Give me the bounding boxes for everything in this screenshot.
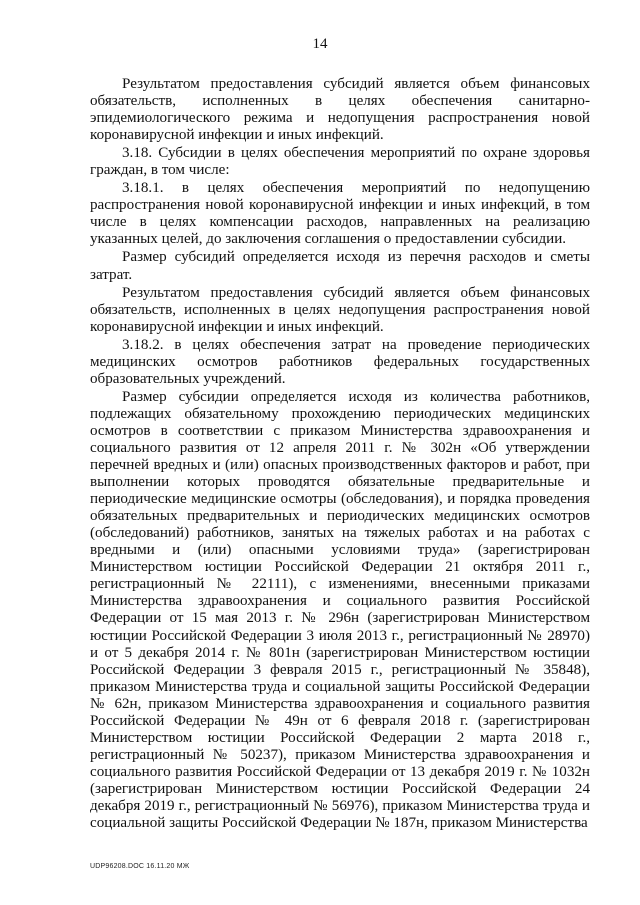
paragraph-3-18: 3.18. Субсидии в целях обеспечения мероприятий по охране здоровья граждан, в том числе: <box>90 145 590 179</box>
paragraph-subsidy-size-workers: Размер субсидии определяется исходя из количества работников, подлежащих обязательному прохождению периодических медицинских осмотров в соответствии с приказом Министерства здравоохранения и социального развития от 12 апреля 2011 г. № 302н «Об утверждении перечней вредных и (или) опасных производственных факторов и работ, при выполнении которых проводятся обязательные предварительные и периодические медицинские осмотры (обследования), и порядка проведения обязательных предварительных и периодических медицинских осмотров (обследований) работников, занятых на тяжелых работах и на работах с вредными и (или) опасными условиями труда» (зарегистрирован Министерством юстиции Российской Федерации 21 октября 2011 г., регистрационный № 22111), с изменениями, внесенными приказами Министерства здравоохранения и социального развития Российской Федерации от 15 мая 2013 г. № 296н (зарегистрирован Министерством юстиции Российской Федерации 3 июля 2013 г., регистрационный № 28970) и от 5 декабря 2014 г. № 801н (зарегистрирован Министерством юстиции Российской Федерации 3 февраля 2015 г., регистрационный № 35848), приказом Министерства труда и социальной защиты Российской Федерации № 62н, приказом Министерства здравоохранения и социального развития Российской Федерации № 49н от 6 февраля 2018 г. (зарегистрирован Министерством юстиции Российской Федерации 2 марта 2018 г., регистрационный № 50237), приказом Министерства здравоохранения и социального развития Российской Федерации от 13 декабря 2019 г. № 1032н (зарегистрирован Министерством юстиции Российской Федерации 24 декабря 2019 г., регистрационный № 56976), приказом Министерства труда и социальной защиты Российской Федерации № 187н, приказом Министерства <box>90 388 590 832</box>
paragraph-3-18-2: 3.18.2. в целях обеспечения затрат на проведение периодических медицинских осмотров работников федеральных государственных образовательных учреждений. <box>90 336 590 387</box>
paragraph-3-18-1: 3.18.1. в целях обеспечения мероприятий по недопущению распространения новой коронавирусной инфекции и иных инфекций, в том числе в целях компенсации расходов, направленных на реализацию указанных целей, до заключения соглашения о предоставлении субсидии. <box>90 180 590 248</box>
paragraph-result-sanitary: Результатом предоставления субсидий является объем финансовых обязательств, исполненных в целях обеспечения санитарно-эпидемиологического режима и недопущения распространения новой коронавирусной инфекции и иных инфекций. <box>90 76 590 144</box>
page-number: 14 <box>312 36 328 52</box>
document-body <box>90 76 590 832</box>
paragraph-subsidy-size-estimate: Размер субсидий определяется исходя из перечня расходов и сметы затрат. <box>90 249 590 283</box>
footer-doc-id: UDP96208.DOC 16.11.20 МЖ <box>90 863 190 870</box>
paragraph-result-covid: Результатом предоставления субсидий является объем финансовых обязательств, исполненных в целях недопущения распространения новой коронавирусной инфекции и иных инфекций. <box>90 284 590 335</box>
